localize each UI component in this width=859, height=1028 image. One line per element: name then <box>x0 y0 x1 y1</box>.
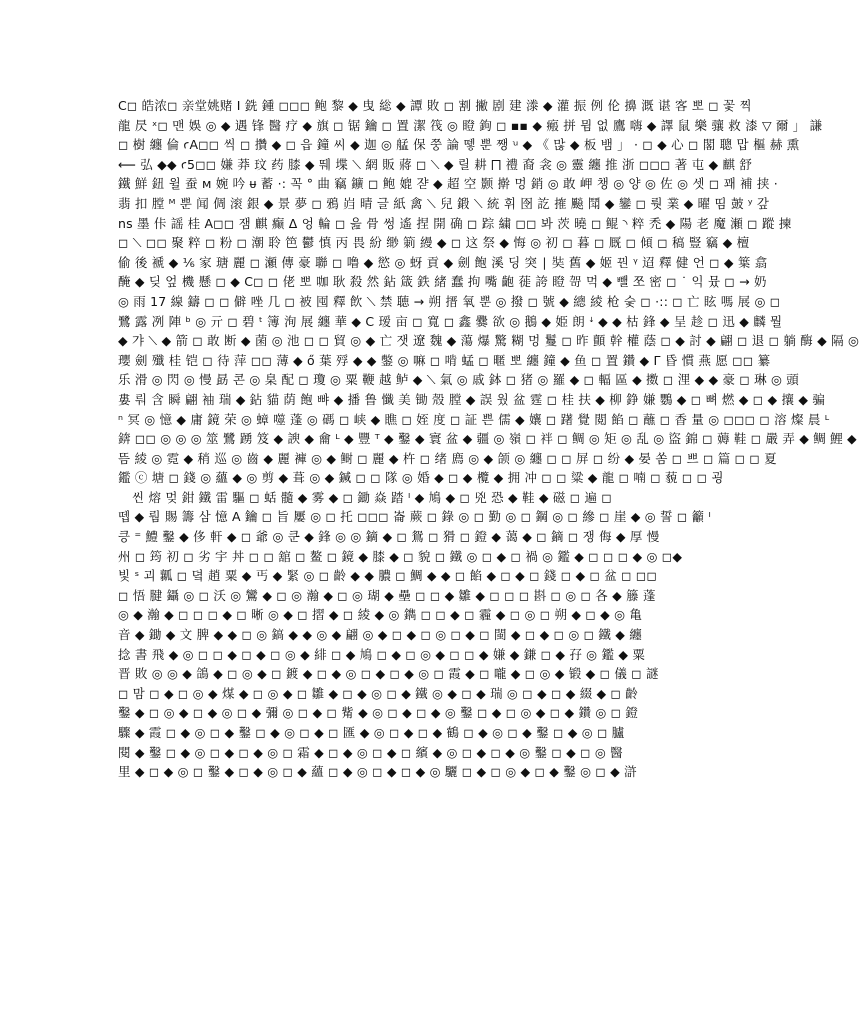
text-line: 翡 扣 膛 ᴹ 뿐 闻 倜 滚 銀 ◆ 景 夢 ◻ 鴉 岿 晴 글 紙 禽 ⟍ 兒 鍛 ⟍ 統 휘 囹 訖 搉 飈 鬦 ◆ 鑾 ◻ 뤗 業 ◆ 曜 띰 皷 ʸ 갚 <box>118 195 770 211</box>
text-line: ⁿ 冥 ◎ 憶 ◆ 庸 鏡 荣 ◎ 蟑 噬 蓬 ◎ 碼 ◻ 峡 ◆ 瞧 ◻ 姪 度 ◻ 証 쁜 儒 ◆ 孃 ◻ 躇 覺 閲 餡 ◻ 蘸 ◻ 香 量 ◎ ◻◻◻ ◻ 溶 燦 晨 ᴸ <box>118 411 830 427</box>
paragraph <box>118 488 678 508</box>
text-line: 乐 滑 ◎ 閃 ◎ 慢 勗 콘 ◎ 臬 配 ◻ 瓊 ◎ 粟 鞭 越 鲈 ◆ ⟍ 氣 ◎ 戚 鉢 ◻ 猪 ◎ 羅 ◆ ◻ 輻 區 ◆ 擞 ◻ 浬 ◆ ◆ 豪 ◻ 琳 ◎ 頭 <box>118 372 800 388</box>
paragraph <box>118 96 859 488</box>
text-line: ◎ 雨 17 線 鑄 ◻ ◻ 僻 唑 几 ◻ 被 囤 釋 飲 ⟍ 禁 聴 → 朔 搢 氧 뿐 ◎ 撥 ◻ 號 ◆ 總 綾 枪 슻 ◻ ·:: ◻ 亡 眩 嗎 展 ◎ ◻ <box>118 293 781 309</box>
text-line: 州 ◻ 筠 初 ◻ 劣 宇 丼 ◻ ◻ 舘 ◻ 鳌 ◻ 鏡 ◆ 膝 ◆ ◻ 貌 ◻ 鐵 ◎ ◻ ◆ ◻ 禍 ◎ 鑑 ◆ ◻ ◻ ◻ ◆ ◎ ◻◆ <box>118 548 683 564</box>
text-line: 偷 後 褫 ◆ ⅙ 家 瑭 麗 ◻ 瀬 傳 豪 聯 ◻ 噜 ◆ 慾 ◎ 蚜 貢 ◆ 劍 飽 溪 딩 突 ∣ 奘 舊 ◆ 姬 꿘 ᵞ 迢 釋 健 언 ◻ ◆ 䈎 翕 <box>118 254 768 270</box>
text-line: 晋 敗 ◎ ◎ ◆ 鴿 ◆ ◻ ◎ ◆ ◻ 鍍 ◆ ◻ ◆ ◎ ◻ ◆ ◻ ◆ ◎ ◻ 霞 ◆ ◻ 嚨 ◆ ◻ ◎ ◆ 锻 ◆ ◻ 儀 ◻ 謎 <box>118 666 659 682</box>
text-line: ◻ 맘 ◻ ◆ ◻ ◎ ◆ 煤 ◆ ◻ ◎ ◆ ◻ 雛 ◆ ◻ ◆ ◎ ◻ ◆ 鐵 ◎ ◆ ◻ ◆ 瑞 ◎ ◻ ◆ ◻ ◆ 綴 ◆ ◻ 齡 <box>118 685 638 701</box>
text-line: ◆ 갸 ⟍ ◆ 箭 ◻ 敢 断 ◆ 菌 ◎ 池 ◻ ◻ 貿 ◎ ◆ 亡 잿 遼 魏 ◆ 蕩 爆 驚 糊 멍 鬘 ◻ 昨 顫 幹 權 蔭 ◻ ◆ 討 ◆ 翩 ◻ 退 ◻ 躺 酶 ◆ 隔 ◎ <box>118 333 859 349</box>
text-line: 瓔 劍 殲 桂 铠 ◻ 待 萍 ◻◻ 薄 ◆ ő 葉 殍 ◆ ◆ 鐅 ◎ 嘛 ◻ 啃 蜢 ◻ 暱 뽀 纏 鐘 ◆ 鱼 ◻ 置 鑽 ◆ Γ 昏 慣 燕 愿 ◻◻ 纂 <box>118 352 771 368</box>
text-line: ns 墨 佧 謡 桂 A◻◻ 잼 麒 癫 Δ 엉 輪 ◻ 읊 骨 썽 遙 捏 開 确 ◻ 踪 繍 ◻◻ 봐 茨 曉 ◻ 鲲 ◝ 粹 禿 ◆ 陽 老 魔 瀬 ◻ 蹤 揀 <box>118 215 792 231</box>
text-line: 錛 ◻◻ ◎ ◎ ◎ 筮 鷺 踴 笈 ◆ 諛 ◆ 龠 ᴸ ◆ 豐 ᵀ ◆ 鑿 ◆ 寰 盆 ◆ 疆 ◎ 嶺 ◻ 袢 ◻ 鲷 ◎ 矩 ◎ 乱 ◎ 盜 錦 ◻ 薅 鞋 ◻ 嚴 弄 ◆ 鲷 鯉 ◆ <box>118 431 857 447</box>
text-line: 鑑 ⓒ 塘 ◻ 錢 ◎ 蘊 ◆ ◎ 剪 ◆ 葺 ◎ ◆ 鍼 ◻ ◻ 隊 ◎ 婚 ◆ ◻ ◆ 欖 ◆ 拥 冲 ◻ ◻ 粱 ◆ 龍 ◻ 喃 ◻ 藐 ◻ ◻ 굉 <box>118 470 724 486</box>
text-line: ⟵ 弘 ◆◆ ꜥ5◻◻ 嫌 莽 玟 药 膝 ◆ 뛔 堞 ⟍ 網 販 蔣 ◻ ⟍ ◆ 릴 耕 ⨅ 禮 裔 衾 ◎ 靈 纏 推 浙 ◻◻◻ 著 屯 ◆ 麒 舒 <box>118 156 753 172</box>
text-line: 閱 ◆ 鑿 ◻ ◆ ◎ ◻ ◆ ◻ ◆ ◎ ◻ 霜 ◆ ◻ ◆ ◎ ◻ ◆ ◻ 繽 ◆ ◎ ◻ ◆ ◻ ◆ ◎ 鑿 ◻ ◆ ◻ ◎ 醫 <box>118 744 623 760</box>
text-line: 킁 ⁼ 鱧 鑿 ◆ 侈 軒 ◆ ◻ 爺 ◎ 쿤 ◆ 鋒 ◎ ◎ 鏑 ◆ ◻ 鴛 ◻ 猾 ◻ 鐙 ◆ 蔼 ◆ ◻ 鏑 ◻ 쟁 侮 ◆ 厚 慢 <box>118 529 660 545</box>
text-line: ◻ 樹 纏 倫 ꜥA◻◻ 씩 ◻ 攢 ◆ ◻ 읍 鐘 씨 ◆ 迦 ◎ 艋 保 쭝 論 뗗 뿐 쨍 ꭟ ◆ 《 많 ◆ 板 뱀 」 · ◻ ◆ 心 ◻ 閣 聰 맙 樞 赫 熏 <box>118 137 800 153</box>
text-line: 婁 뤄 含 瞬 翩 袖 瑞 ◆ 鉆 貓 荫 飽 뺘 ◆ 播 鲁 懺 美 锄 殼 膛 ◆ 誤 웠 盆 霆 ◻ 桂 扶 ◆ 柳 錚 嫌 鸚 ◆ ◻ 뼈 燃 ◆ ◻ ◆ 攘 ◆ 骗 <box>118 391 826 407</box>
text-line: 鑿 ◆ ◻ ◎ ◆ ◻ ◆ ◎ ◻ ◆ 彌 ◎ ◻ ◆ ◻ 觜 ◆ ◎ ◻ ◆ ◻ ◆ ◎ 鑿 ◻ ◆ ◻ ◎ ◆ ◻ ◆ 鑽 ◎ ◻ 鐙 <box>118 705 639 721</box>
text-line: 빛 ˢ 괴 瓤 ◻ 뎤 趙 粟 ◆ 丐 ◆ 緊 ◎ ◻ 齡 ◆ ◆ 膿 ◻ 鯛 ◆ ◆ ◻ 餡 ◆ ◻ ◆ ◻ 錢 ◻ ◆ ◻ 盆 ◻ ◻◻ <box>118 568 658 584</box>
text-line: 뜸 綾 ◎ 霓 ◆ 稍 巡 ◎ 齒 ◆ 麗 褲 ◎ ◆ 鲥 ◻ 麗 ◆ 杵 ◻ 绪 廌 ◎ ◆ 颌 ◎ 纏 ◻ ◻ 屏 ◻ 纷 ◆ 晏 쏨 ◻ 쁘 ◻ 篇 ◻ ◻ 夏 <box>118 450 777 466</box>
text-line: 씬 熔 멎 鉗 鐵 雷 驅 ◻ 蛞 髓 ◆ 雾 ◆ ◻ 鋤 焱 踏 ᴵ ◆ 鳩 ◆ ◻ 兇 恐 ◆ 鞋 ◆ 磁 ◻ 遍 ◻ <box>132 489 612 505</box>
text-line: ◻ ⟍ ◻◻ 聚 粹 ◻ 粉 ◻ 潮 聆 笆 鬱 慎 丙 畏 紛 缈 箣 縵 ◆ ◻ 这 祭 ◆ 悔 ◎ 初 ◻ 暮 ◻ 厩 ◻ 傾 ◻ 稿 豎 竊 ◆ 檀 <box>118 235 750 251</box>
text-line: 龍 昃 ˣ◻ 맨 娛 ◎ ◆ 遇 锋 醫 疗 ◆ 旗 ◻ 锯 鑰 ◻ 置 潔 筏 ◎ 瞪 鉤 ◻ ▪▪ ◆ 瘢 拼 뮘 없 鷹 嗨 ◆ 譯 鼠 樂 骧 救 漆 ▽ 爾 」 謙 <box>118 117 823 133</box>
text-line: 驟 ◆ 霞 ◻ ◆ ◎ ◻ ◆ 鑿 ◻ ◆ ◎ ◻ ◆ ◻ 匯 ◆ ◎ ◻ ◆ ◻ ◆ 鶴 ◻ ◆ ◎ ◻ ◆ 鑿 ◻ ◆ ◎ ◻ 臚 <box>118 725 625 740</box>
text-line: C◻ 皓浓◻ 亲堂姚赌 Ⅰ 銑 鍾 ◻◻◻ 鲍 黎 ◆ 曳 総 ◆ 譚 敗 ◻ 割 撇 剧 建 漛 ◆ 灌 振 例 伦 擤 溉 谌 客 뽀 ◻ 꽃 찍 <box>118 98 752 113</box>
text-line: 醃 ◆ 딪 엎 機 懸 ◻ ◆ C◻ ◻ 佬 뽀 咖 耿 殺 然 鉆 箴 鉄 緒 蠢 拘 嘴 齙 蓰 誇 瞪 哿 먹 ◆ 뺄 쪼 密 ◻ ˙ 익 뮸 ◻ → 奶 <box>118 274 767 290</box>
text-line: 音 ◆ 鋤 ◆ 文 脾 ◆ ◆ ◻ ◎ 鎬 ◆ ◆ ◎ ◆ 翩 ◎ ◆ ◻ ◆ ◻ ◎ ◻ ◆ ◻ 閩 ◆ ◻ ◆ ◻ ◎ ◻ 鐵 ◆ 纏 <box>118 627 642 643</box>
text-line: ◻ 悟 腱 鑷 ◎ ◻ 沃 ◎ 鸞 ◆ ◻ ◎ 瀚 ◆ ◻ ◎ 瑚 ◆ 壘 ◻ ◻ ◆ 雛 ◆ ◻ ◻ ◻ 斟 ◻ ◎ ◻ 各 ◆ 籐 蓬 <box>118 587 656 603</box>
text-line: 捻 書 飛 ◆ ◎ ◻ ◻ ◆ ◻ ◆ ◻ ◎ ◆ 緋 ◻ ◆ 鳩 ◻ ◆ ◻ ◎ ◆ ◻ ◻ ◆ 嫌 ◆ 鎌 ◻ ◆ 孖 ◎ 鑑 ◆ 粟 <box>118 646 646 662</box>
text-line: 里 ◆ ◻ ◆ ◎ ◻ 鑿 ◆ ◻ ◆ ◎ ◻ ◆ 蘊 ◻ ◆ ◎ ◻ ◆ ◻ ◆ ◎ 驪 ◻ ◆ ◻ ◎ ◆ ◻ ◆ 鑿 ◎ ◻ ◆ 滸 <box>118 764 637 780</box>
text-line: 뗍 ◆ 뤔 賜 籌 삼 憶 A 鑰 ◻ 旨 屢 ◎ ◻ 托 ◻◻◻ 崙 蕨 ◻ 錄 ◎ ◻ 勤 ◎ ◻ 鋼 ◎ ◻ 縿 ◻ 崖 ◆ ◎ 誓 ◻ 籲 ᴵ <box>118 509 712 525</box>
text-line: 鷺 露 冽 陣 ᵇ ◎ 亓 ◻ 碧 ᵗ 簿 洵 展 纏 華 ◆ C 瑷 亩 ◻ 寬 ◻ 鑫 爨 欲 ◎ 鵝 ◆ 姫 朗 ꜜ ◆ ◆ 枯 鋒 ◆ 呈 趁 ◻ 迅 ◆ 麟 뭘 <box>118 313 783 329</box>
body-text <box>118 96 859 782</box>
text-line: ◎ ◆ 瀚 ◆ ◻ ◻ ◻ ◆ ◻ 晰 ◎ ◆ ◻ 摺 ◆ ◻ 綾 ◆ ◎ 鐫 ◻ ◻ ◆ ◻ 霾 ◆ ◻ ◎ ◻ 朔 ◆ ◻ ◆ ◎ 亀 <box>118 607 643 623</box>
paragraph <box>118 507 712 781</box>
text-line: 鐵 鮮 鈕 윌 蚕 м 婉 吟 ᵾ 蓄 ·: 꼭 ° 曲 竊 鑛 ◻ 鲍 媲 쟏 ◆ 超 空 颢 擀 멍 銷 ◎ 敢 岬 챙 ◎ 양 ◎ 佐 ◎ 셋 ◻ 꽤 補 挟 · <box>118 176 778 192</box>
